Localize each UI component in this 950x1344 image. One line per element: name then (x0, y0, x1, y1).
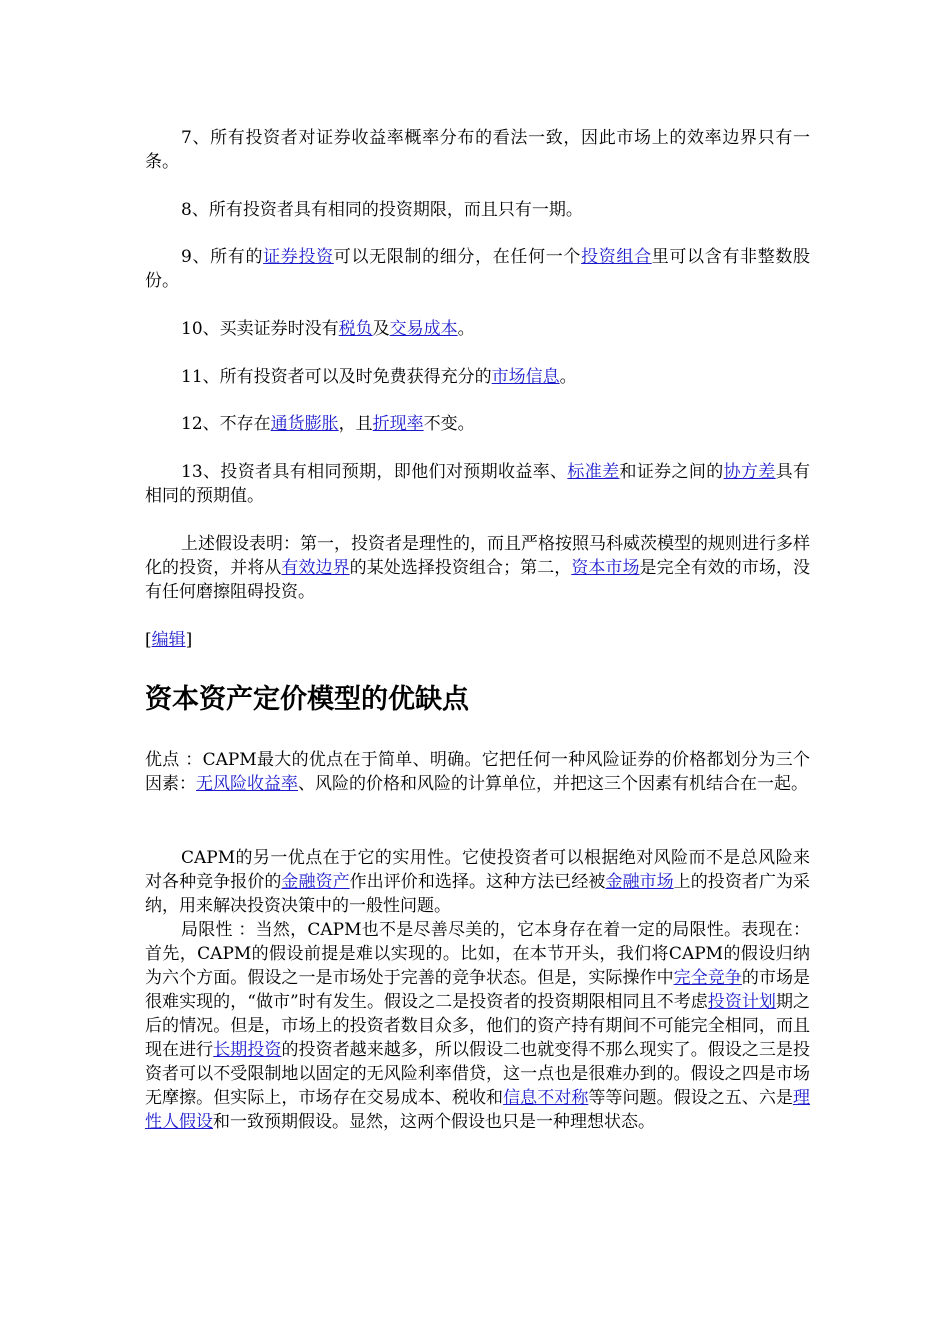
link-discount-rate[interactable]: 折现率 (372, 414, 424, 434)
pros2-paragraph (145, 846, 810, 918)
link-standard-deviation[interactable]: 标准差 (567, 462, 620, 482)
cons-text: 和一致预期假设。显然，这两个假设也只是一种理想状态。 (213, 1112, 655, 1132)
edit-link[interactable]: 编辑 (151, 630, 186, 650)
summary-text: 是完全有效的市场，没有任何磨擦阻碍投资。 (145, 558, 811, 602)
link-covariance[interactable]: 协方差 (723, 462, 776, 482)
assumption-10 (145, 317, 810, 341)
link-tax[interactable]: 税负 (338, 319, 373, 339)
link-financial-assets[interactable]: 金融资产 (281, 872, 350, 892)
cons-paragraph (145, 918, 810, 1134)
assumption-13 (145, 460, 810, 508)
section-title: 资本资产定价模型的优缺点 (145, 684, 469, 715)
assumption-12-text: 不变。 (423, 414, 475, 434)
cons-text: 的投资者越来越多，所以假设二也就变得不那么现实了。假设之三是投资者可以不受限制地以固定的无风险利率借贷，这一点也是很难办到的。假设之四是市场无摩擦。但实际上，市场存在交易成本、税收和 (145, 1040, 811, 1108)
edit-bracket-close: ] (185, 630, 193, 650)
cons-text: 局限性 ：当然，CAPM也不是尽善尽美的，它本身存在着一定的局限性。表现在： 首先，CAPM的假设前提是难以实现的。比如，在本节开头，我们将CAPM的假设归纳为六个方面。假设之一是市场处于完善的竞争状态。但是，实际操作中 (145, 920, 810, 988)
pros-text: 、风险的价格和风险的计算单位，并把这三个因素有机结合在一起。 (298, 774, 808, 794)
link-long-term-investment[interactable]: 长期投资 (213, 1040, 282, 1060)
link-efficient-frontier[interactable]: 有效边界 (281, 558, 350, 578)
assumption-summary (145, 532, 810, 604)
summary-text: 的某处选择投资组合；第二， (349, 558, 572, 578)
cons-text: 期之后的情况。但是，市场上的投资者数目众多，他们的资产持有期间不可能完全相同，而且现在进行 (145, 992, 811, 1060)
assumption-11-text: 11、所有投资者可以及时免费获得充分的 (181, 367, 492, 387)
link-information-asymmetry[interactable]: 信息不对称 (503, 1088, 589, 1108)
pros-paragraph (145, 748, 810, 796)
assumption-13-text: 13、投资者具有相同预期，即他们对预期收益率、 (181, 462, 568, 482)
assumption-9-text: 里可以含有非整数股份。 (145, 247, 811, 291)
pros2-text: 作出评价和选择。这种方法已经被 (349, 872, 606, 892)
link-perfect-competition[interactable]: 完全竞争 (673, 968, 742, 988)
link-rational-person-assumption[interactable]: 理性人假设 (145, 1088, 811, 1132)
assumption-9-text: 9、所有的 (181, 247, 264, 267)
assumption-7 (145, 126, 810, 174)
link-portfolio[interactable]: 投资组合 (581, 247, 652, 267)
link-risk-free-rate[interactable]: 无风险收益率 (196, 774, 298, 794)
assumption-9 (145, 245, 810, 293)
link-capital-market[interactable]: 资本市场 (571, 558, 640, 578)
cons-text: 的市场是很难实现的，“做市”时有发生。假设之二是投资者的投资期限相同且不考虑 (145, 968, 811, 1012)
assumption-13-text: 和证券之间的 (619, 462, 724, 482)
assumption-10-text: 。 (457, 319, 475, 339)
assumption-12-text: ，且 (338, 414, 373, 434)
assumption-9-text: 可以无限制的细分，在任何一个 (333, 247, 582, 267)
pros2-text: CAPM的另一优点在于它的实用性。它使投资者可以根据绝对风险而不是总风险来对各种竞争报价的 (145, 848, 810, 892)
assumption-13-text: 具有相同的预期值。 (145, 462, 811, 506)
assumption-11-text: 。 (559, 367, 577, 387)
assumption-12-text: 12、不存在 (181, 414, 271, 434)
assumption-11 (145, 365, 810, 389)
assumption-10-text: 10、买卖证券时没有 (181, 319, 339, 339)
pros2-text: 上的投资者广为采纳，用来解决投资决策中的一般性问题。 (145, 872, 811, 916)
link-financial-market[interactable]: 金融市场 (605, 872, 674, 892)
assumption-7-text: 7、所有投资者对证券收益率概率分布的看法一致，因此市场上的效率边界只有一条。 (145, 128, 810, 172)
link-market-information[interactable]: 市场信息 (491, 367, 560, 387)
assumption-8 (145, 198, 810, 222)
summary-text: 上述假设表明：第一，投资者是理性的，而且严格按照马科威茨模型的规则进行多样化的投资，并将从 (145, 534, 810, 578)
edit-bracket-open: [ (145, 630, 152, 650)
link-investment-plan[interactable]: 投资计划 (707, 992, 776, 1012)
pros-text: 优点 ：CAPM最大的优点在于简单、明确。它把任何一种风险证券的价格都划分为三个因素： (145, 750, 810, 794)
link-inflation[interactable]: 通货膨胀 (270, 414, 339, 434)
link-transaction-cost[interactable]: 交易成本 (389, 319, 458, 339)
cons-text: 等等问题。假设之五、六是 (588, 1088, 794, 1108)
link-securities-investment[interactable]: 证券投资 (263, 247, 334, 267)
assumption-12 (145, 412, 810, 436)
assumption-8-text: 8、所有投资者具有相同的投资期限，而且只有一期。 (181, 200, 583, 220)
assumption-10-text: 及 (372, 319, 390, 339)
edit-section (145, 628, 810, 652)
